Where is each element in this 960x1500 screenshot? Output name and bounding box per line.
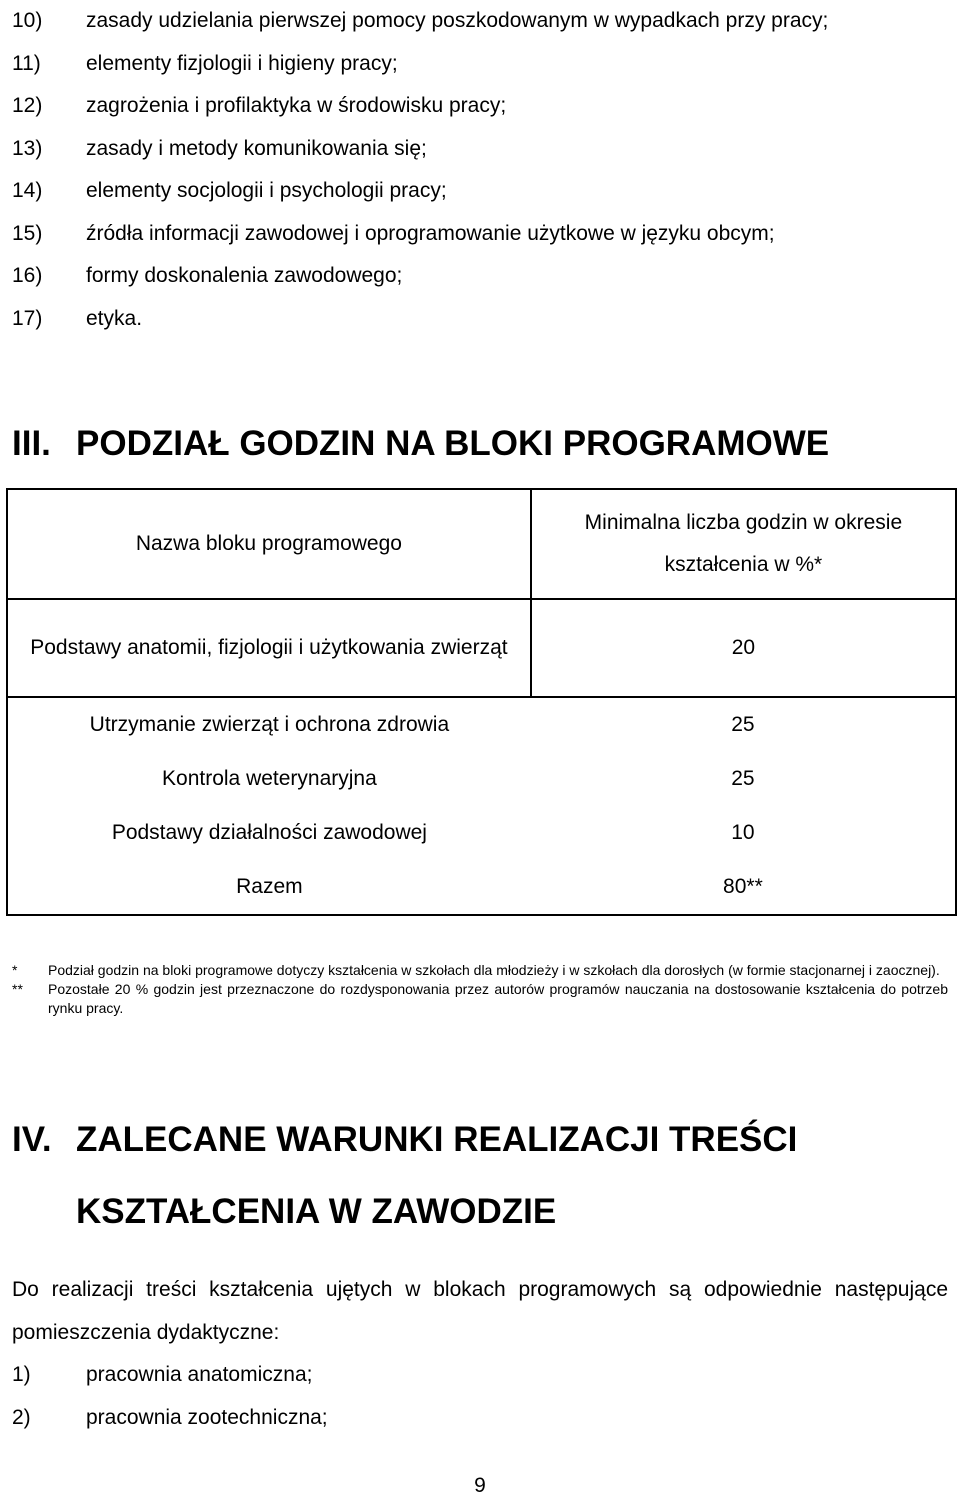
list-item-text: zasady udzielania pierwszej pomocy poszkodowanym w wypadkach przy pracy;: [86, 9, 829, 32]
table-row: [7, 697, 956, 752]
list-item: [12, 43, 952, 86]
list-item: [12, 1353, 948, 1396]
table-row-total: [7, 860, 956, 915]
table-header-row: [7, 489, 956, 599]
footnote-text: Pozostałe 20 % godzin jest przeznaczone do rozdysponowania przez autorów programów nauczania na dostosowanie kształcenia do potrzeb rynku pracy.: [48, 981, 948, 1016]
list-item: [12, 85, 952, 128]
table-cell-value: 20: [531, 599, 956, 697]
table-cell-value: 10: [531, 806, 956, 860]
list-item: [12, 0, 952, 43]
footnote-mark: *: [12, 962, 18, 978]
section-title-line2: KSZTAŁCENIA W ZAWODZIE: [76, 1192, 557, 1231]
footnote: [12, 980, 948, 1018]
table-cell-block-name: Utrzymanie zwierząt i ochrona zdrowia: [7, 697, 531, 752]
list-item-number: 1): [12, 1363, 31, 1386]
table-cell-value: 25: [531, 697, 956, 752]
list-item-number: 11): [12, 51, 41, 75]
table-row: [7, 752, 956, 806]
list-item-text: zasady i metody komunikowania się;: [86, 136, 427, 160]
footnote-mark: **: [12, 981, 23, 997]
section-number: IV.: [12, 1120, 52, 1159]
list-item-text: źródła informacji zawodowej i oprogramowanie użytkowe w języku obcym;: [86, 221, 775, 245]
section-title: PODZIAŁ GODZIN NA BLOKI PROGRAMOWE: [76, 424, 830, 463]
header-cell-block-name: Nazwa bloku programowego: [7, 489, 531, 599]
table-cell-block-name: Podstawy anatomii, fizjologii i użytkowania zwierząt: [7, 599, 531, 697]
body-paragraph: Do realizacji treści kształcenia ujętych w blokach programowych są odpowiednie następujące pomieszczenia dydaktyczne:: [12, 1278, 948, 1344]
list-item-text: pracownia anatomiczna;: [86, 1363, 313, 1386]
rooms-list: [12, 1353, 948, 1439]
list-item: [12, 298, 952, 341]
list-item-number: 16): [12, 264, 43, 287]
list-item-number: 2): [12, 1406, 31, 1429]
list-item: [12, 255, 952, 298]
list-item-text: etyka.: [86, 306, 143, 330]
list-item: [12, 1396, 948, 1439]
list-item-number: 10): [12, 9, 43, 32]
table-cell-block-name: Podstawy działalności zawodowej: [7, 806, 531, 860]
competency-list: [12, 0, 952, 340]
table-cell-block-name: Kontrola weterynaryjna: [7, 752, 531, 806]
section-number: III.: [12, 424, 51, 463]
list-item-number: 17): [12, 306, 43, 330]
section-heading-iv: [12, 1104, 797, 1248]
list-item: [12, 213, 952, 256]
table-row: [7, 599, 956, 697]
hours-table: [6, 488, 957, 916]
footnotes: [12, 961, 948, 1018]
table-row: [7, 806, 956, 860]
list-item: [12, 170, 952, 213]
footnote-text: Podział godzin na bloki programowe dotyczy kształcenia w szkołach dla młodzieży i w szkołach dla dorosłych (w formie stacjonarnej i zaocznej).: [48, 962, 940, 978]
list-item-text: zagrożenia i profilaktyka w środowisku pracy;: [86, 94, 507, 117]
list-item-text: elementy fizjologii i higieny pracy;: [86, 51, 398, 75]
list-item: [12, 128, 952, 171]
section-heading-iii: [12, 424, 829, 464]
table-cell-total-label: Razem: [7, 860, 531, 915]
list-item-text: elementy socjologii i psychologii pracy;: [86, 179, 447, 202]
section-title-line1: ZALECANE WARUNKI REALIZACJI TREŚCI: [76, 1120, 798, 1159]
list-item-number: 12): [12, 94, 43, 117]
table-cell-total-value: 80**: [531, 860, 956, 915]
list-item-text: formy doskonalenia zawodowego;: [86, 264, 403, 287]
list-item-number: 15): [12, 221, 43, 245]
list-item-number: 14): [12, 179, 43, 202]
page-number: 9: [474, 1474, 486, 1497]
list-item-number: 13): [12, 136, 43, 160]
header-cell-min-hours: Minimalna liczba godzin w okresie kształcenia w %*: [531, 489, 956, 599]
footnote: [12, 961, 948, 980]
table-cell-value: 25: [531, 752, 956, 806]
list-item-text: pracownia zootechniczna;: [86, 1406, 328, 1429]
